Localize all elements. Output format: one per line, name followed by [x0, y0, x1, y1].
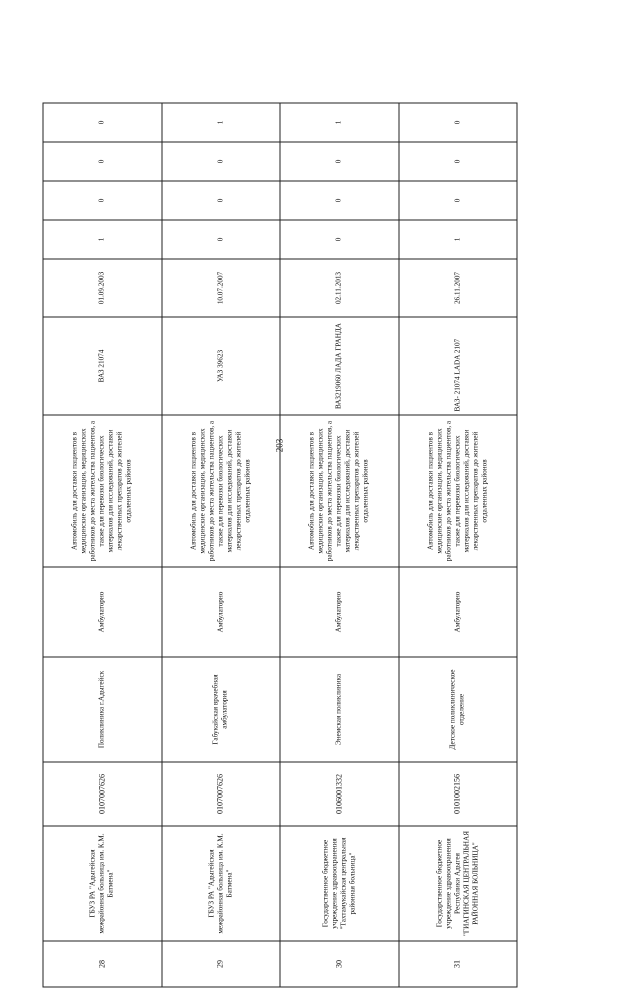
care-type: Амбулаторно	[399, 567, 518, 657]
vehicle-model: ВАЗ 21074	[43, 317, 162, 415]
row-number: 29	[162, 941, 281, 987]
value-cell-1: 1	[43, 220, 162, 259]
table-row	[280, 103, 399, 987]
organization-name: ГБУЗ РА "Адыгейская межрайонная больница им. К.М. Батмена"	[43, 826, 162, 941]
value-cell-4: 1	[280, 103, 399, 142]
organization-name: ГБУЗ РА "Адыгейская межрайонная больница им. К.М. Батмена"	[162, 826, 281, 941]
care-type: Амбулаторно	[162, 567, 281, 657]
vehicle-model: УАЗ 39623	[162, 317, 281, 415]
subdivision-name: Габукайская врачебная амбулатория	[162, 657, 281, 762]
inn-code: 0107007626	[162, 762, 281, 826]
table-row	[399, 103, 518, 987]
subdivision-name: Поликлиника г.Адыгейск	[43, 657, 162, 762]
vehicle-table	[43, 103, 518, 988]
value-cell-4: 0	[43, 103, 162, 142]
vehicle-model: ВАЗ- 21074 LADA 2107	[399, 317, 518, 415]
inn-code: 0101002156	[399, 762, 518, 826]
value-cell-1: 0	[280, 220, 399, 259]
value-cell-3: 0	[280, 142, 399, 181]
value-cell-2: 0	[43, 181, 162, 220]
vehicle-purpose: Автомобиль для доставки пациентов в медицинские организации, медицинских работников до места жительства пациентов, а также для перевозки биологических материалов для исследований, доставки лекарственных препаратов до жителей отдаленных районов	[162, 415, 281, 567]
registration-date: 26.11.2007	[399, 259, 518, 317]
value-cell-4: 1	[162, 103, 281, 142]
vehicle-model: ВАЗ219060 ЛАДА ГРАНДА	[280, 317, 399, 415]
value-cell-3: 0	[399, 142, 518, 181]
table-row	[43, 103, 162, 987]
organization-name: Государственное бюджетное учреждение здравоохранения Республики Адыгея "ГИАГИНСКАЯ ЦЕНТРАЛЬНАЯ РАЙОННАЯ БОЛЬНИЦА"	[399, 826, 518, 941]
inn-code: 0106001332	[280, 762, 399, 826]
registration-date: 10.07.2007	[162, 259, 281, 317]
vehicle-table-sheet	[43, 104, 518, 988]
value-cell-1: 0	[162, 220, 281, 259]
page-number: 203	[274, 438, 285, 453]
value-cell-1: 1	[399, 220, 518, 259]
subdivision-name: Энемская поликлиника	[280, 657, 399, 762]
vehicle-purpose: Автомобиль для доставки пациентов в медицинские организации, медицинских работников до места жительства пациентов, а также для перевозки биологических материалов для исследований, доставки лекарственных препаратов до жителей отдаленных районов	[280, 415, 399, 567]
value-cell-2: 0	[399, 181, 518, 220]
table-row	[162, 103, 281, 987]
row-number: 28	[43, 941, 162, 987]
row-number: 30	[280, 941, 399, 987]
inn-code: 0107007626	[43, 762, 162, 826]
value-cell-2: 0	[162, 181, 281, 220]
care-type: Амбулаторно	[43, 567, 162, 657]
registration-date: 01.09.2003	[43, 259, 162, 317]
value-cell-2: 0	[280, 181, 399, 220]
subdivision-name: Детское поликлиническое отделение	[399, 657, 518, 762]
vehicle-purpose: Автомобиль для доставки пациентов в медицинские организации, медицинских работников до места жительства пациентов, а также для перевозки биологических материалов для исследований, доставки лекарственных препаратов до жителей отдаленных районов	[43, 415, 162, 567]
vehicle-purpose: Автомобиль для доставки пациентов в медицинские организации, медицинских работников до места жительства пациентов, а также для перевозки биологических материалов для исследований, доставки лекарственных препаратов до жителей отдаленных районов	[399, 415, 518, 567]
row-number: 31	[399, 941, 518, 987]
care-type: Амбулаторно	[280, 567, 399, 657]
value-cell-3: 0	[162, 142, 281, 181]
organization-name: Государственное бюджетное учреждение здравоохранения "Тахтамукайская центральная районная больница"	[280, 826, 399, 941]
value-cell-4: 0	[399, 103, 518, 142]
value-cell-3: 0	[43, 142, 162, 181]
registration-date: 02.11.2013	[280, 259, 399, 317]
